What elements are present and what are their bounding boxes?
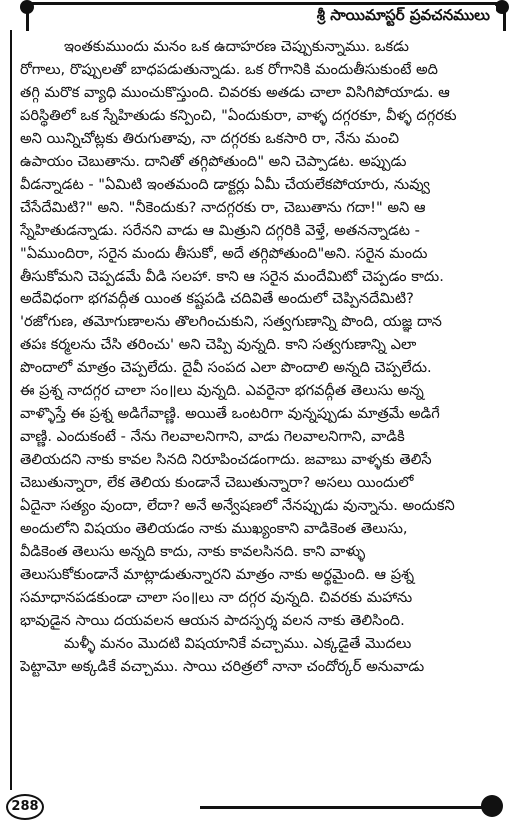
text-line: చేసేదేమిటి?" అని. "నీకెందుకు? నాదగ్గరకు రా, చెబుతాను గదా!" అని ఆ	[20, 198, 426, 216]
text-line: సమాధానపడకుండా చాలా సం॥లు నా దగ్గర వున్నది. చివరకు మహాను	[20, 588, 413, 606]
text-line: చెబుతున్నారా, లేక తెలియ కుండానే చెబుతున్నారా? అసలు యిందులో	[20, 474, 414, 492]
text-line: వాళ్ళొస్తే ఈ ప్రశ్న అడిగేవాణ్ణి. అయితే ఒంటరిగా వున్నప్పుడు మాత్రమే అడిగే	[20, 405, 440, 423]
text-line: తెలుసుకోకుండానే మాట్లాడుతున్నారని మాత్రం నాకు అర్థమైంది. ఆ ప్రశ్న	[20, 565, 415, 583]
text-line: మళ్ళీ మనం మొదటి విషయానికే వచ్చాము. ఎక్కడైతే మొదలు	[64, 634, 412, 652]
text-line: పొందాలో మాత్రం చెప్పలేదు. దైవీ సంపద ఎలా పొందాలి అన్నది చెప్పలేదు.	[20, 359, 432, 377]
footer-rule	[200, 806, 490, 809]
header-dot-left	[20, 0, 34, 14]
text-line: "ఏముందిరా, సరైన మందు తీసుకో, అదే తగ్గిపోతుంది"అని. సరైన మందు	[20, 244, 428, 262]
page-number: 288	[6, 794, 44, 820]
text-line: తెలియదని నాకు కావల సినది నిరూపించడంగాదు. జవాబు వాళ్ళకు తెలిసే	[20, 451, 432, 469]
text-line: ఏదైనా సత్యం వుందా, లేదా? అనే అన్వేషణలో నేనప్పుడు వున్నాను. అందుకని	[20, 497, 455, 515]
body-text	[20, 36, 502, 679]
text-line: పరిస్థితిలో ఒక స్నేహితుడు కన్పించి, "ఏందుకురా, వాళ్ళ దగ్గరకూ, వీళ్ళ దగ్గరకు	[20, 106, 457, 124]
text-line: అందులోని విషయం తెలియడం నాకు ముఖ్యంకాని వాడికెంత తెలుసు,	[20, 520, 408, 538]
text-line: 'రజోగుణ, తమోగుణాలను తొలగించుకుని, సత్వగుణాన్ని పొంది, యజ్ఞ దాన	[20, 313, 442, 331]
text-line: తీసుకోమని చెప్పడమే వీడి సలహా. కాని ఆ సరైన మందేమిటో చెప్పడం కాదు.	[20, 267, 444, 285]
text-line: తపః కర్మలను చేసి తరించు' అని చెప్పి వున్నది. కాని సత్వగుణాన్ని ఎలా	[20, 336, 417, 354]
text-line: రోగాలు, రొప్పులతో బాధపడుతున్నాడు. ఒక రోగానికి మందుతీసుకుంటే అది	[20, 60, 438, 78]
left-margin-rule	[10, 30, 12, 790]
footer-dot	[481, 795, 503, 817]
text-line: పెట్టామో అక్కడికే వచ్చాము. సాయి చరిత్రలో నానా చందోర్కర్ అనువాడు	[20, 657, 425, 675]
text-line: వీడికెంత తెలుసు అన్నది కాదు, నాకు కావలసినది. కాని వాళ్ళు	[20, 542, 366, 560]
running-header-title: శ్రీ సాయిమాస్టర్ ప్రవచనములు	[311, 6, 496, 28]
text-line: ఉపాయం చెబుతాను. దానితో తగ్గిపోతుంది" అని చెప్పాడట. అప్పుడు	[20, 152, 407, 170]
text-line: భావుడైన సాయి దయవలన ఆయన పాదస్పర్శ వలన నాకు తెలిసింది.	[20, 611, 405, 629]
text-line: స్నేహితుడన్నాడు. సరేనని వాడు ఆ మిత్రుని దగ్గరికి వెళ్తే, అతనన్నాడట -	[20, 221, 420, 239]
text-line: వాణ్ణి. ఎందుకంటే - నేను గెలవాలనిగాని, వాడు గెలవాలనిగాని, వాడికి	[20, 428, 405, 446]
text-line: ఈ ప్రశ్న నాదగ్గర చాలా సం॥లు వున్నది. ఎవరైనా భగవద్గీత తెలుసు అన్న	[20, 382, 424, 400]
header-dot-right	[495, 0, 509, 14]
text-line: అదేవిధంగా భగవద్గీత యింత కష్టపడి చదివితే అందులో చెప్పినదేమిటి?	[20, 290, 414, 308]
text-line: ఇంతకుముందు మనం ఒక ఉదాహరణ చెప్పుకున్నాము. ఒకడు	[64, 38, 409, 55]
text-line: వీడన్నాడట - "ఏమిటి ఇంతమంది డాక్టర్లు ఏమీ చేయలేకపోయారు, నువ్వు	[20, 175, 430, 193]
text-line: అని యిన్నిచోట్లకు తిరుగుతావు, నా దగ్గరకు ఒకసారి రా, నేను మంచి	[20, 129, 400, 147]
text-line: తగ్గి మరొక వ్యాధి ముంచుకొస్తుంది. చివరకు అతడు చాలా విసిగిపోయాడు. ఆ	[20, 83, 450, 101]
